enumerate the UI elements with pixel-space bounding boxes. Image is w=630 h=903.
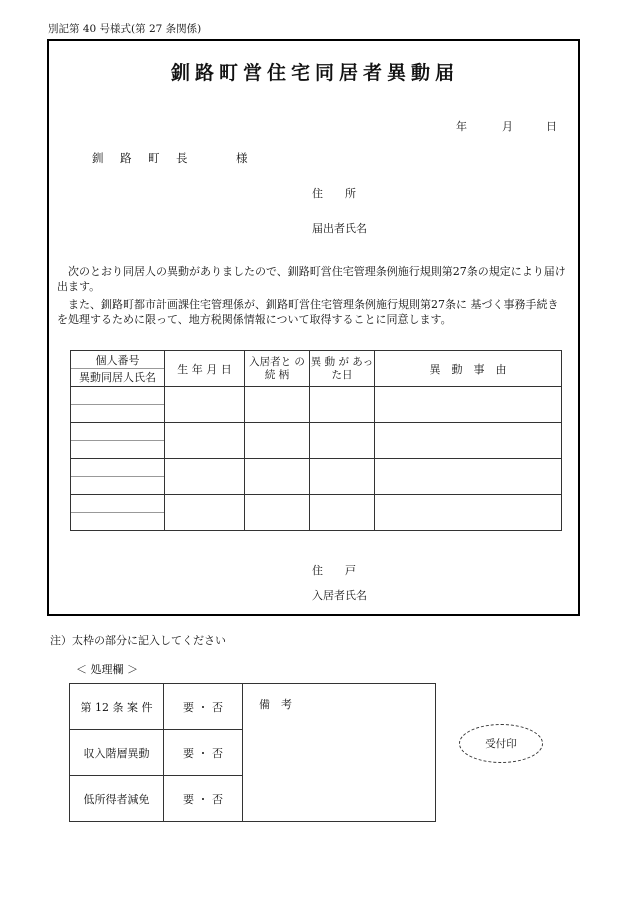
form-title: 釧路町営住宅同居者異動届 [170, 62, 459, 84]
reason-cell[interactable] [375, 423, 562, 459]
table-row [71, 423, 562, 459]
birth-cell[interactable] [165, 495, 245, 531]
date-day-label: 日 [546, 120, 557, 133]
resident-name-label: 入居者氏名 [312, 589, 367, 602]
name-cell[interactable] [71, 459, 165, 495]
table-row [71, 495, 562, 531]
remarks-label: 備 考 [259, 698, 292, 711]
instruction-note: 注）太枠の部分に記入してください [50, 634, 226, 647]
applicant-address-label: 住 所 [312, 187, 356, 200]
processing-label: 低所得者減免 [70, 776, 164, 822]
name-cell[interactable] [71, 495, 165, 531]
notice-paragraph-1: 次のとおり同居人の異動がありましたので、釧路町営住宅管理条例施行規則第27条の規定により届け出ます。 [57, 265, 566, 293]
header-birth: 生 年 月 日 [165, 351, 245, 387]
date-cell[interactable] [310, 459, 375, 495]
relation-cell[interactable] [245, 495, 310, 531]
birth-cell[interactable] [165, 459, 245, 495]
birth-cell[interactable] [165, 423, 245, 459]
change-table [70, 350, 562, 531]
name-cell[interactable] [71, 423, 165, 459]
table-row [70, 684, 436, 730]
consent-paragraph: また、釧路町都市計画課住宅管理係が、釧路町営住宅管理条例施行規則第27条に 基づく事務手続きを処理するために限って、地方税関係情報について取得することに同意します。 [57, 298, 559, 326]
processing-label: 収入階層異動 [70, 730, 164, 776]
date-year-label: 年 [456, 120, 467, 133]
processing-value[interactable]: 要 ・ 否 [164, 730, 243, 776]
reason-cell[interactable] [375, 459, 562, 495]
header-name-cell: 個人番号 異動同居人氏名 [71, 351, 165, 387]
table-row [71, 459, 562, 495]
applicant-name-label: 届出者氏名 [312, 222, 367, 235]
reception-stamp [459, 724, 543, 763]
processing-heading: ＜ 処理欄 ＞ [76, 663, 138, 676]
date-cell[interactable] [310, 495, 375, 531]
household-label: 住 戸 [312, 564, 356, 577]
processing-label: 第 12 条 案 件 [70, 684, 164, 730]
date-cell[interactable] [310, 423, 375, 459]
relation-cell[interactable] [245, 423, 310, 459]
reason-cell[interactable] [375, 495, 562, 531]
processing-value[interactable]: 要 ・ 否 [164, 776, 243, 822]
form-reference: 別記第 40 号様式(第 27 条関係) [48, 23, 202, 35]
remarks-cell[interactable] [243, 684, 436, 822]
stamp-label: 受付印 [485, 738, 517, 750]
addressee: 釧 路 町 長 様 [92, 151, 248, 165]
processing-table [69, 683, 436, 822]
table-row [71, 387, 562, 423]
date-month-label: 月 [502, 120, 513, 133]
header-date-changed: 異 動 が あった日 [310, 351, 375, 387]
honorific: 様 [236, 151, 248, 165]
relation-cell[interactable] [245, 459, 310, 495]
birth-cell[interactable] [165, 387, 245, 423]
name-cell[interactable] [71, 387, 165, 423]
date-cell[interactable] [310, 387, 375, 423]
relation-cell[interactable] [245, 387, 310, 423]
header-relation: 入居者と の 続 柄 [245, 351, 310, 387]
reason-cell[interactable] [375, 387, 562, 423]
header-reason: 異 動 事 由 [375, 351, 562, 387]
processing-value[interactable]: 要 ・ 否 [164, 684, 243, 730]
